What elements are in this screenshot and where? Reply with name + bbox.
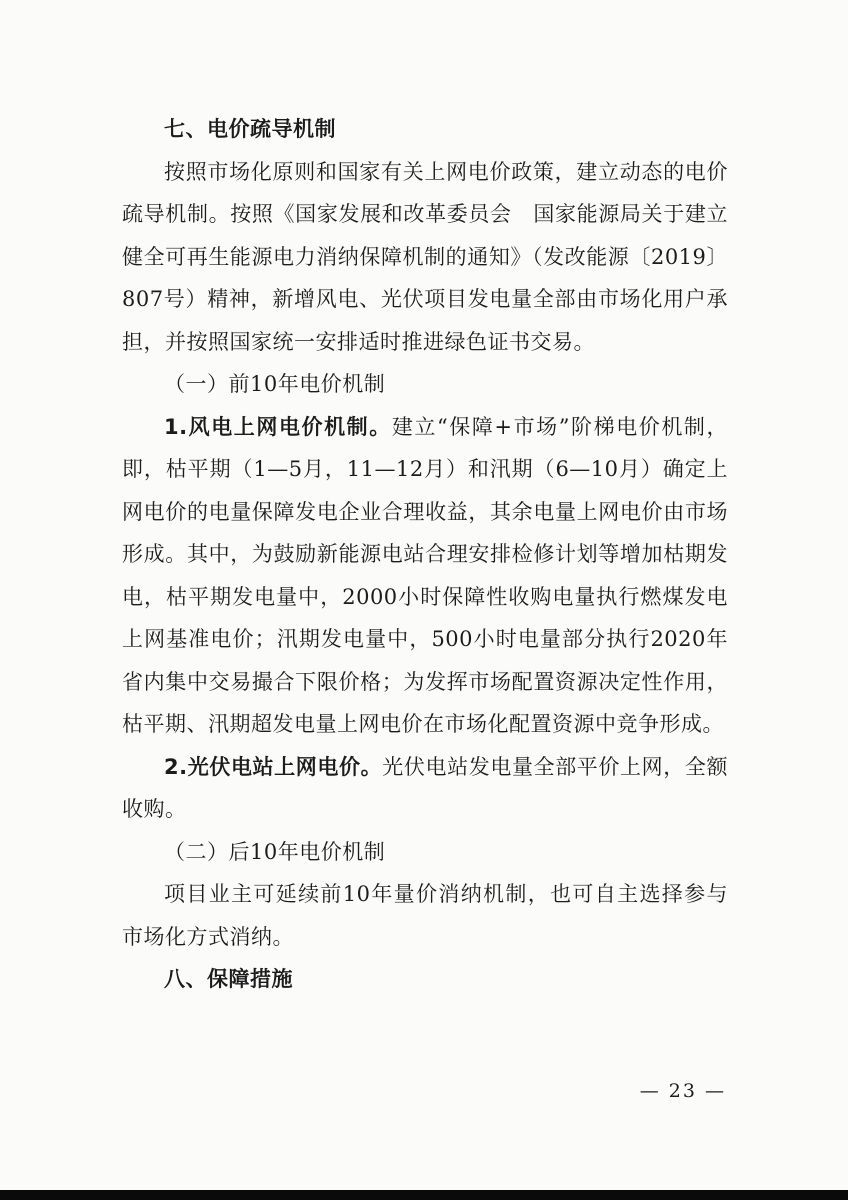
wind-price-paragraph bbox=[122, 406, 728, 746]
section-8-heading: 八、保障措施 bbox=[164, 967, 293, 991]
wind-price-body: 建立“保障+市场”阶梯电价机制，即，枯平期（1—5月，11—12月）和汛期（6—10月）确定上网电价的电量保障发电企业合理收益，其余电量上网电价由市场形成。其中，为鼓励新能源电站合理安排检修计划等增加枯期发电，枯平期发电量中，2000小时保障性收购电量执行燃煤发电上网基准电价；汛期发电量中，500小时电量部分执行2020年省内集中交易撮合下限价格；为发挥市场配置资源决定性作用，枯平期、汛期超发电量上网电价在市场化配置资源中竞争形成。 bbox=[122, 414, 728, 736]
page-number: — 23 — bbox=[639, 1080, 726, 1102]
subsection-1-heading: （一）前10年电价机制 bbox=[164, 372, 386, 396]
pv-price-lead: 2.光伏电站上网电价。 bbox=[164, 754, 383, 779]
document-body bbox=[122, 108, 728, 1001]
section-7-paragraph: 按照市场化原则和国家有关上网电价政策，建立动态的电价疏导机制。按照《国家发展和改革委员会 国家能源局关于建立健全可再生能源电力消纳保障机制的通知》（发改能源〔2019〕807号）精神，新增风电、光伏项目发电量全部由市场化用户承担，并按照国家统一安排适时推进绿色证书交易。 bbox=[122, 159, 728, 354]
subsection-2-heading: （二）后10年电价机制 bbox=[164, 839, 386, 864]
scan-edge-bar bbox=[0, 1190, 848, 1200]
section-7-heading: 七、电价疏导机制 bbox=[164, 117, 336, 141]
subsection-2-paragraph: 项目业主可延续前10年量价消纳机制，也可自主选择参与市场化方式消纳。 bbox=[122, 882, 728, 949]
wind-price-lead: 1.风电上网电价机制。 bbox=[164, 414, 392, 439]
pv-price-paragraph bbox=[122, 746, 728, 831]
pv-price-body: 光伏电站发电量全部平价上网，全额收购。 bbox=[122, 754, 729, 821]
